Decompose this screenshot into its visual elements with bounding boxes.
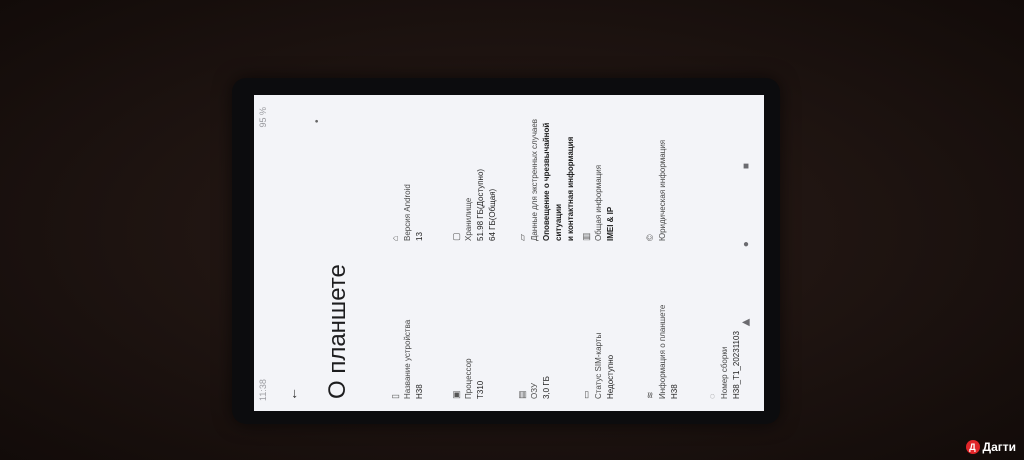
item-label: Общая информация	[594, 164, 603, 241]
item-value-secondary: и контактная информация	[566, 136, 575, 241]
item-value: Недоступно	[606, 354, 615, 399]
item-value: H38	[415, 384, 424, 399]
item-label: Юридическая информация	[658, 139, 667, 241]
item-emergency-info[interactable]	[516, 95, 577, 241]
ram-icon: ▤	[517, 390, 527, 399]
item-android-version[interactable]	[389, 184, 426, 241]
layers-icon: ≋	[645, 391, 655, 399]
android-icon: ⌂	[390, 235, 400, 241]
item-label: Номер сборки	[720, 346, 729, 399]
emergency-icon: ▱	[517, 234, 527, 241]
item-value: T310	[476, 380, 485, 399]
item-storage[interactable]	[450, 169, 499, 241]
battery-level: 95 %	[258, 107, 268, 128]
storage-icon: ▢	[451, 232, 461, 241]
item-label: Статус SIM-карты	[594, 332, 603, 399]
phone-icon: ▯	[390, 394, 400, 399]
item-value: Оповещение о чрезвычайной ситуации	[542, 122, 563, 241]
item-sim-status[interactable]	[580, 333, 617, 399]
item-label: Процессор	[464, 358, 473, 399]
chip-icon: ▣	[451, 390, 461, 399]
info-icon: ▥	[581, 232, 591, 241]
item-value: 13	[415, 232, 424, 241]
recents-nav-icon[interactable]: ■	[743, 161, 750, 172]
item-value: H38_T1_20231103	[732, 331, 741, 399]
more-options-icon[interactable]: •	[312, 119, 323, 123]
item-processor[interactable]	[450, 358, 487, 399]
item-label: Название устройства	[403, 319, 412, 399]
item-label: Информация о планшете	[658, 304, 667, 399]
page-title: О планшете	[324, 264, 351, 399]
item-value: H38	[670, 384, 679, 399]
back-nav-icon[interactable]: ◀	[742, 317, 750, 328]
build-icon: ◌	[707, 393, 717, 399]
status-time: 11:38	[258, 379, 268, 401]
item-label: Данные для экстренных случаев	[530, 118, 539, 241]
item-ram[interactable]	[516, 376, 553, 399]
legal-icon: ©	[645, 234, 655, 241]
item-value: 51.98 ГБ(Доступно)	[476, 168, 485, 241]
item-value-secondary: 64 ГБ(Общая)	[488, 188, 497, 241]
item-value: IMEI & IP	[606, 206, 615, 241]
home-nav-icon[interactable]: ●	[743, 239, 750, 250]
tablet-screen	[254, 95, 764, 411]
item-general-info[interactable]	[580, 165, 617, 241]
watermark-logo	[966, 440, 1016, 454]
watermark-text: Дагти	[982, 440, 1016, 454]
watermark-badge: Д	[966, 440, 980, 454]
item-build-number[interactable]	[706, 331, 743, 399]
item-value: 3,0 ГБ	[542, 376, 551, 399]
item-label: Хранилище	[464, 197, 473, 241]
sim-icon: ▭	[581, 390, 591, 399]
item-device-name[interactable]	[389, 320, 426, 399]
about-tablet-page	[254, 95, 764, 411]
item-label: Версия Android	[403, 184, 412, 241]
item-tablet-info[interactable]	[644, 305, 681, 399]
status-bar	[254, 95, 272, 411]
item-legal-info[interactable]	[644, 140, 669, 241]
item-label: ОЗУ	[530, 382, 539, 399]
back-arrow-icon[interactable]: ←	[284, 387, 300, 401]
